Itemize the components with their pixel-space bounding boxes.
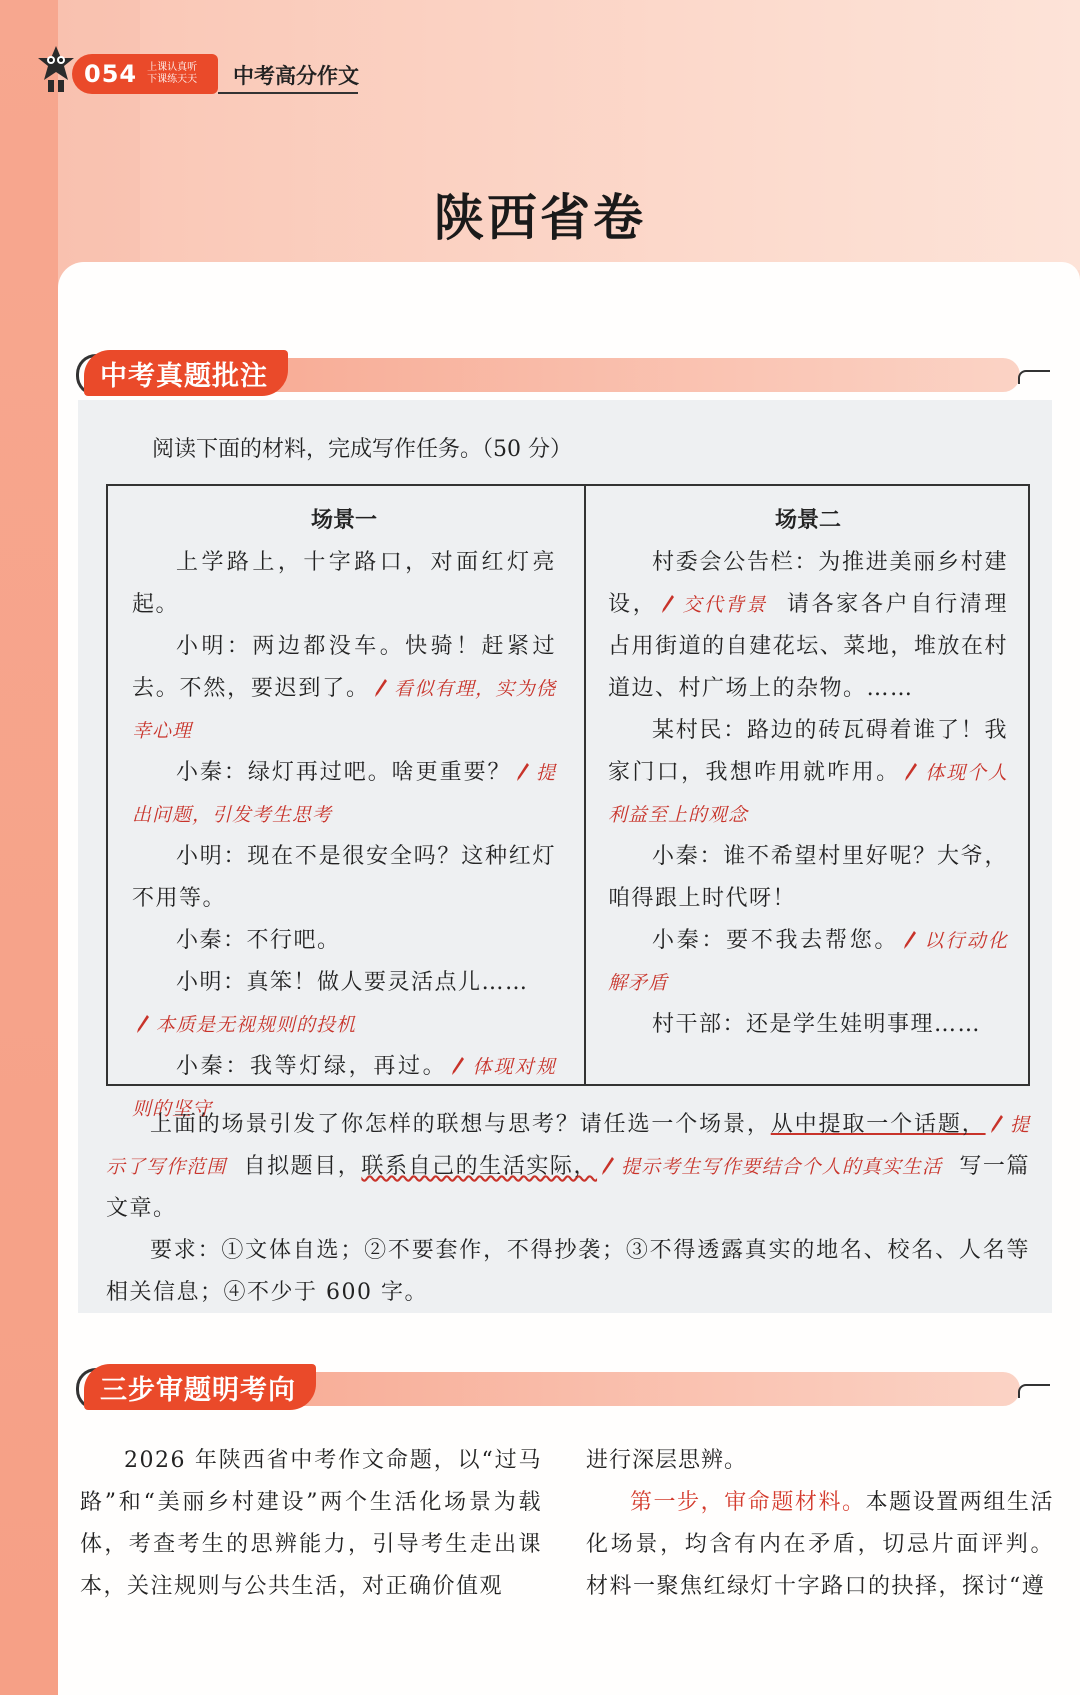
annotation: 提示了写作范围 [106, 1114, 1030, 1178]
pen-icon [516, 762, 530, 782]
section-label: 三步审题明考向 [84, 1364, 316, 1410]
annotation: 体现个人利益至上的观念 [608, 762, 1008, 826]
annotation: 提示考生写作要结合个人的真实生活 [621, 1156, 943, 1178]
section-header-annotations [80, 350, 1020, 400]
step-label: 第一步， [630, 1490, 725, 1515]
line-text: 村委会公告栏：为推进美丽乡村建设， [608, 550, 1008, 617]
line-text: 某村民：路边的砖瓦碍着谁了！我家门口，我想咋用就咋用。 [608, 718, 1008, 785]
pen-icon [451, 1056, 465, 1076]
task-text: 写一篇文章。 [106, 1154, 1030, 1221]
pen-icon [136, 1014, 150, 1034]
line-text: 请各家各户自行清理占用街道的自建花坛、菜地，堆放在村道边、村广场上的杂物。…… [608, 592, 1008, 701]
banner-hook [1018, 1384, 1050, 1398]
scene-one-line: 上学路上，十字路口，对面红灯亮起。 [132, 550, 556, 617]
writing-task [106, 1104, 1030, 1314]
slogan-line-1: 上课认真听 [147, 62, 198, 73]
scene-two-line: 小秦：谁不希望村里好呢？大爷，咱得跟上时代呀！ [608, 844, 1008, 911]
task-requirements: 要求：①文体自选；②不要套作，不得抄袭；③不得透露真实的地名、校名、人名等相关信息；④不少于 600 字。 [106, 1238, 1030, 1305]
task-underlined: 联系自己的生活实际， [361, 1154, 598, 1179]
scene-two-line [608, 920, 1008, 1004]
scene-two-line: 村干部：还是学生娃明事理…… [652, 1012, 982, 1037]
book-title: 中考高分作文 [233, 64, 359, 88]
annotation: 看似有理，实为侥幸心理 [132, 678, 556, 742]
analysis-right-column [586, 1440, 1054, 1608]
step-title: 审命题材料。 [724, 1490, 866, 1515]
question-intro: 阅读下面的材料，完成写作任务。（50 分） [152, 437, 572, 462]
task-instruction [106, 1104, 1030, 1230]
scene-one-heading: 场景一 [310, 508, 377, 533]
section-header-analysis [80, 1364, 1020, 1414]
scene-two-line [608, 542, 1008, 710]
annotation: 交代背景 [681, 594, 768, 616]
scene-one-line [132, 626, 556, 752]
scene-table [106, 484, 1030, 1120]
annotation: 提出问题，引发考生思考 [132, 762, 556, 826]
analysis-paragraph: 2026 年陕西省中考作文命题，以“过马路”和“美丽乡村建设”两个生活化场景为载体，考查考生的思辨能力，引导考生走出课本，关注规则与公共生活，对正确价值观 [80, 1448, 542, 1599]
step-text: 本题设置两组生活化场景，均含有内在矛盾，切忌片面评判。材料一聚焦红绿灯十字路口的抉择，探讨“遵 [586, 1490, 1054, 1599]
task-text: 自拟题目， [243, 1154, 362, 1179]
scene-one-annotation-line [132, 1004, 556, 1046]
left-margin-strip [0, 0, 58, 1695]
scene-two-line [608, 710, 1008, 836]
banner-hook [1018, 370, 1050, 384]
pen-icon [904, 762, 918, 782]
section-label: 中考真题批注 [84, 350, 288, 396]
scene-one-line [132, 752, 556, 836]
scene-one-line: 小秦：不行吧。 [176, 928, 341, 953]
analysis-paragraph: 进行深层思辨。 [586, 1448, 748, 1473]
scene-two-heading: 场景二 [774, 508, 841, 533]
scene-one-line: 小明：现在不是很安全吗？这种红灯不用等。 [132, 844, 556, 911]
annotation: 体现对规则的坚守 [132, 1056, 556, 1120]
page-number-badge [72, 54, 218, 94]
pen-icon [661, 594, 675, 614]
analysis-left-column [80, 1440, 542, 1608]
pen-icon [990, 1114, 1004, 1134]
page-number: 054 [84, 60, 138, 88]
line-text: 小秦：绿灯再过吧。啥更重要？ [176, 760, 512, 785]
slogan [147, 62, 211, 86]
header-rule [218, 92, 358, 94]
annotation: 以行动化解矛盾 [608, 930, 1008, 994]
annotation: 本质是无视规则的投机 [156, 1014, 357, 1036]
line-text: 小明：两边都没车。快骑！赶紧过去。不然，要迟到了。 [132, 634, 556, 701]
page-title: 陕西省卷 [434, 189, 646, 247]
pen-icon [601, 1156, 615, 1176]
scene-two [608, 500, 1008, 1046]
line-text: 小秦：我等灯绿，再过。 [176, 1054, 448, 1079]
task-underlined: 从中提取一个话题， [770, 1112, 986, 1137]
scene-one [132, 500, 556, 1130]
task-text: 上面的场景引发了你怎样的联想与思考？请任选一个场景， [150, 1112, 771, 1137]
analysis-step-one [586, 1482, 1054, 1608]
scene-divider [584, 486, 586, 1084]
scene-one-line: 小明：真笨！做人要灵活点儿…… [176, 970, 529, 995]
slogan-line-2: 下课练天天 [147, 74, 198, 85]
pen-icon [374, 678, 388, 698]
pen-icon [903, 930, 917, 950]
line-text: 小秦：要不我去帮您。 [652, 928, 900, 953]
